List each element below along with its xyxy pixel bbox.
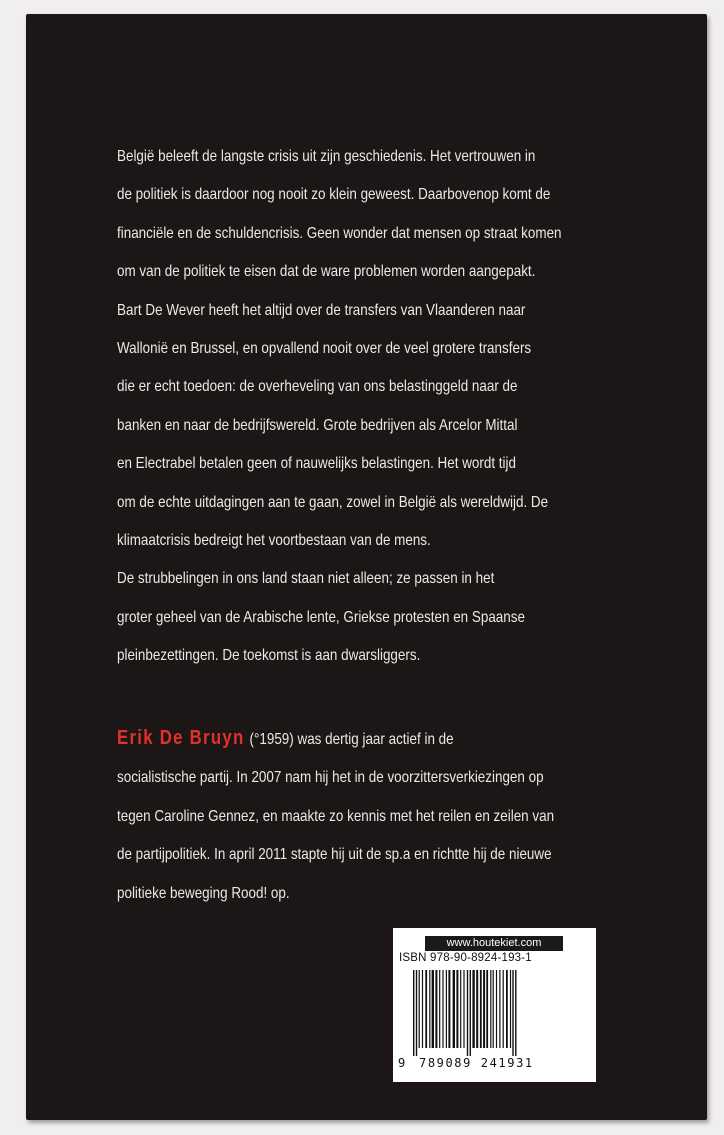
barcode-bar xyxy=(493,970,494,1048)
blurb-line: die er echt toedoen: de overheveling van ons belastinggeld naar de xyxy=(117,378,518,396)
barcode-bar xyxy=(503,970,504,1048)
barcode-bar xyxy=(432,970,434,1048)
barcode-first-digit: 9 xyxy=(398,1056,406,1070)
bio-line: socialistische partij. In 2007 nam hij het in de voorzittersverkiezingen op xyxy=(117,769,544,787)
barcode-bar xyxy=(425,970,427,1048)
barcode-bar xyxy=(472,970,474,1048)
blurb-line: om de echte uitdagingen aan te gaan, zowel in België als wereldwijd. De xyxy=(117,493,549,511)
blurb-line: de politiek is daardoor nog nooit zo klein geweest. Daarbovenop komt de xyxy=(117,186,551,204)
barcode-bar xyxy=(416,970,417,1056)
publisher-website: www.houtekiet.com xyxy=(425,936,563,951)
blurb-text xyxy=(117,138,617,676)
blurb-line: pleinbezettingen. De toekomst is aan dwarsliggers. xyxy=(117,647,421,665)
blurb-line: banken en naar de bedrijfswereld. Grote bedrijven als Arcelor Mittal xyxy=(117,416,518,434)
bio-line: tegen Caroline Gennez, en maakte zo kennis met het reilen en zeilen van xyxy=(117,807,555,825)
blurb-line: en Electrabel betalen geen of nauwelijks belastingen. Het wordt tijd xyxy=(117,455,516,473)
barcode-bar xyxy=(419,970,420,1048)
barcode-bar xyxy=(480,970,482,1048)
barcode-bar xyxy=(499,970,500,1048)
bio-first-line-rest: (°1959) was dertig jaar actief in de xyxy=(249,731,454,748)
blurb-paragraph-1 xyxy=(117,138,617,560)
barcode-bar xyxy=(463,970,464,1048)
barcode-bar xyxy=(496,970,497,1048)
barcode-bar xyxy=(413,970,414,1056)
barcode-bar xyxy=(439,970,440,1048)
barcode-bar xyxy=(486,970,488,1048)
barcode-bar xyxy=(429,970,430,1048)
bio-first-line xyxy=(117,719,537,759)
blurb-line: Bart De Wever heeft het altijd over de transfers van Vlaanderen naar xyxy=(117,301,526,319)
barcode-bar xyxy=(435,970,437,1048)
barcode-bar xyxy=(453,970,455,1048)
blurb-line: De strubbelingen in ons land staan niet alleen; ze passen in het xyxy=(117,570,495,588)
barcode-bar xyxy=(460,970,461,1048)
barcode-bar xyxy=(476,970,478,1048)
barcode-label xyxy=(393,928,596,1082)
blurb-line: Wallonië en Brussel, en opvallend nooit over de veel grotere transfers xyxy=(117,340,532,358)
blurb-line: groter geheel van de Arabische lente, Griekse protesten en Spaanse xyxy=(117,608,525,626)
bio-line: politieke beweging Rood! op. xyxy=(117,884,290,902)
bio-line: de partijpolitiek. In april 2011 stapte hij uit de sp.a en richtte hij de nieuwe xyxy=(117,846,552,864)
barcode-bar xyxy=(506,970,508,1048)
blurb-line: om van de politiek te eisen dat de ware problemen worden aangepakt. xyxy=(117,263,536,281)
blurb-line: België beleeft de langste crisis uit zijn geschiedenis. Het vertrouwen in xyxy=(117,148,536,165)
barcode-bar xyxy=(422,970,423,1048)
barcode-digits: 789089 241931 xyxy=(419,1056,534,1070)
barcode-bar xyxy=(510,970,511,1048)
barcode-bar xyxy=(515,970,516,1056)
barcode-bars xyxy=(411,970,581,1056)
barcode-bar xyxy=(442,970,443,1048)
barcode-bar xyxy=(446,970,447,1048)
barcode-bar xyxy=(490,970,491,1048)
author-name: Erik De Bruyn xyxy=(117,727,245,749)
barcode-bar xyxy=(470,970,471,1056)
isbn-text: ISBN 978-90-8924-193-1 xyxy=(399,952,532,964)
blurb-line: klimaatcrisis bedreigt het voortbestaan van de mens. xyxy=(117,532,431,550)
author-bio xyxy=(117,719,617,913)
barcode-bar xyxy=(448,970,450,1048)
blurb-paragraph-2 xyxy=(117,560,617,675)
barcode-bar xyxy=(456,970,458,1048)
barcode-bar xyxy=(512,970,513,1056)
blurb-line: financiële en de schuldencrisis. Geen wonder dat mensen op straat komen xyxy=(117,224,562,242)
barcode-bar xyxy=(483,970,485,1048)
barcode-bar xyxy=(467,970,468,1056)
